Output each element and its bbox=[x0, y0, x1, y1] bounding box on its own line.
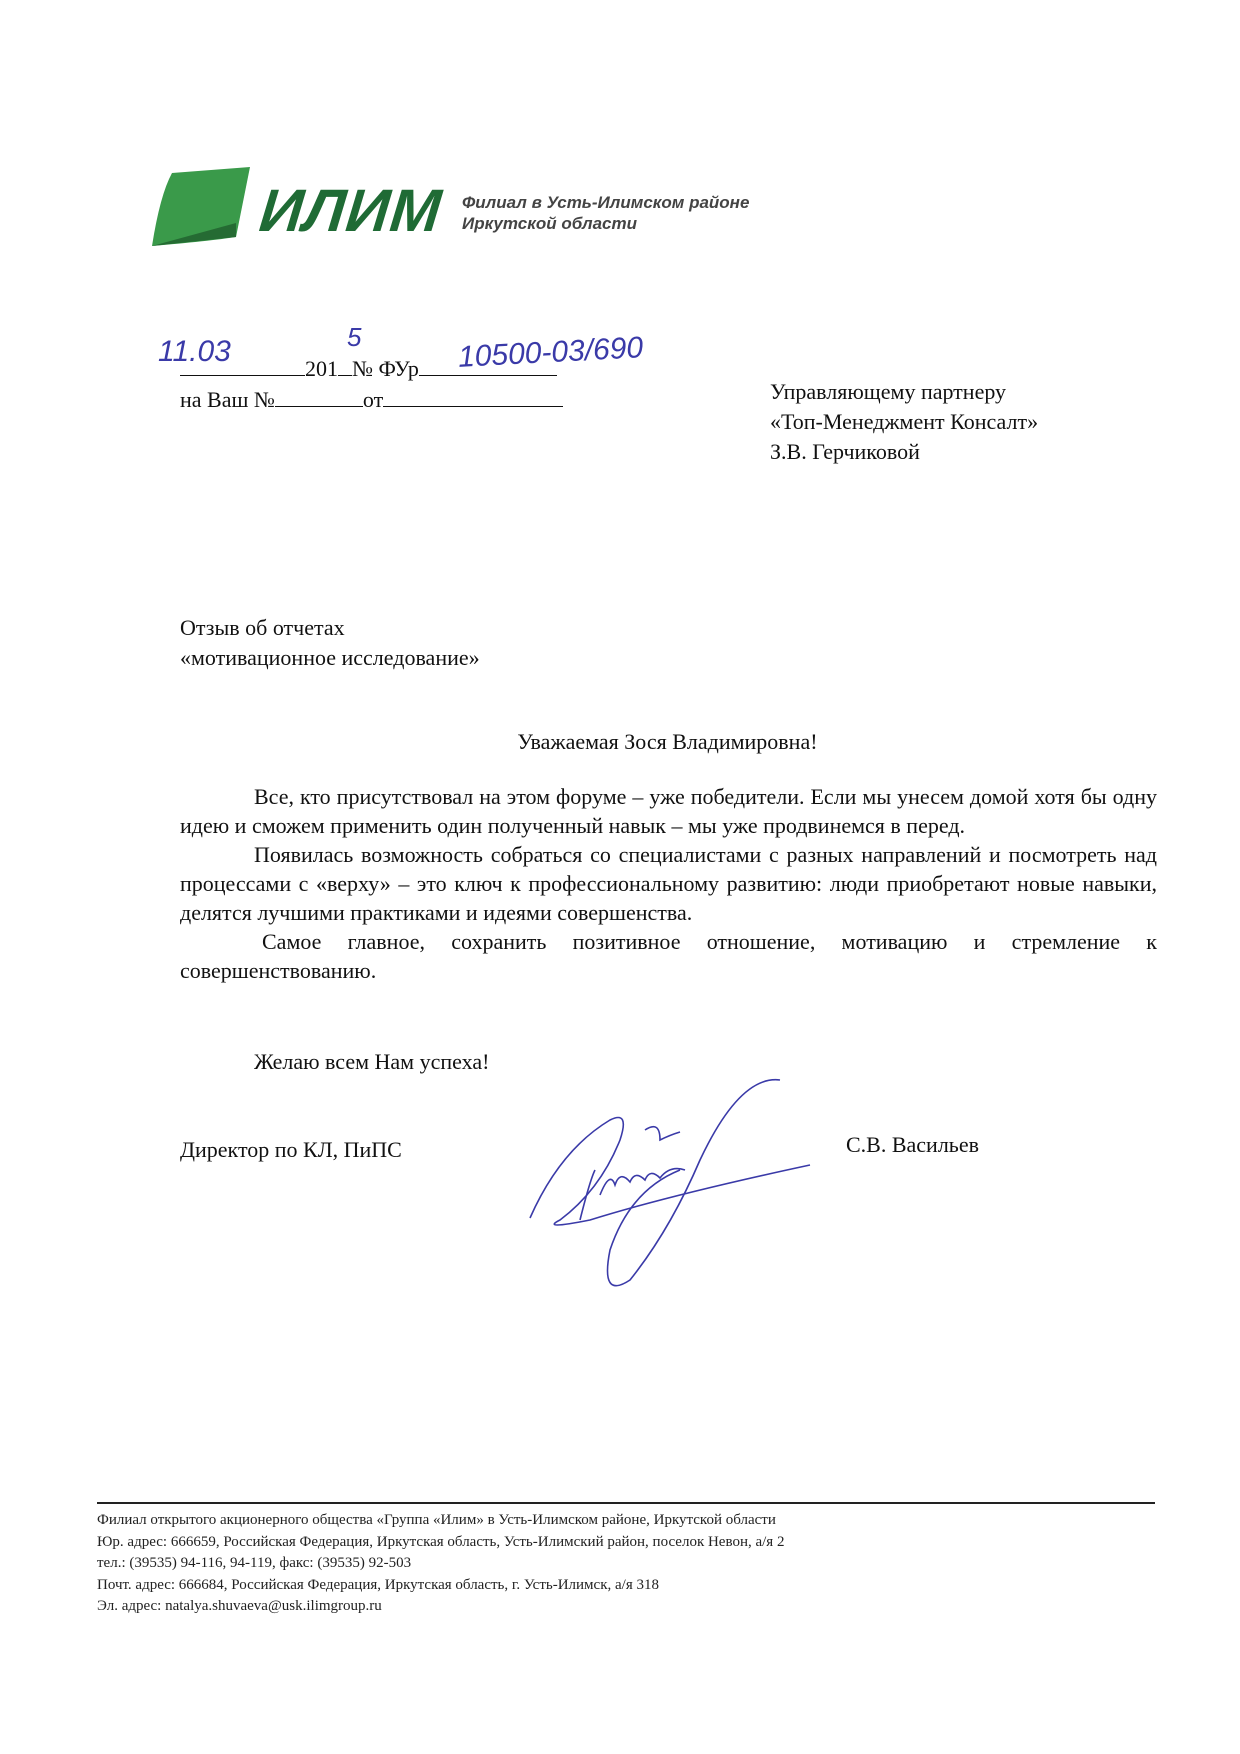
paragraph-1: Все, кто присутствовал на этом форуме – уже победители. Если мы унесем домой хотя бы одну идею и сможем применить один полученный навык – мы уже продвинемся в перед. bbox=[180, 784, 1157, 838]
footer-line3: тел.: (39535) 94-116, 94-119, факс: (39535) 92-503 bbox=[97, 1555, 412, 1571]
leaf-logo-icon bbox=[150, 165, 255, 247]
number-label: № ФУр bbox=[352, 356, 419, 381]
subject bbox=[180, 613, 480, 673]
date-underline bbox=[180, 353, 305, 376]
footer-line1: Филиал открытого акционерного общества «Группа «Илим» в Усть-Илимском районе, Иркутской области bbox=[97, 1512, 776, 1528]
addressee-line3: З.В. Герчиковой bbox=[770, 439, 920, 464]
from-underline bbox=[383, 384, 563, 407]
handwritten-number: 10500-03/690 bbox=[457, 331, 644, 374]
closing: Желаю всем Нам успеха! bbox=[254, 1049, 490, 1074]
subject-line1: Отзыв об отчетах bbox=[180, 615, 345, 640]
addressee bbox=[770, 377, 1038, 467]
brand-logo-text: ИЛИМ bbox=[256, 177, 446, 244]
footer-divider bbox=[97, 1502, 1155, 1504]
footer-email: Эл. адрес: natalya.shuvaeva@usk.ilimgroup.ru bbox=[97, 1598, 382, 1614]
paragraph-2: Появилась возможность собраться со специалистами с разных направлений и посмотреть над процессами с «верху» – это ключ к профессиональному развитию: люди приобретают новые навыки, делятся лучшими практиками и идеями совершенства. bbox=[180, 842, 1157, 925]
handwritten-year-digit: 5 bbox=[347, 322, 362, 352]
footer bbox=[97, 1510, 784, 1618]
tagline-line2: Иркутской области bbox=[462, 214, 638, 233]
footer-line4: Почт. адрес: 666684, Российская Федерация, Иркутская область, г. Усть-Илимск, а/я 318 bbox=[97, 1576, 659, 1593]
your-number-line bbox=[180, 384, 563, 415]
greeting: Уважаемая Зося Владимировна! bbox=[517, 729, 818, 754]
addressee-line1: Управляющему партнеру bbox=[770, 379, 1007, 404]
handwritten-signature bbox=[520, 1070, 830, 1290]
your-number-underline bbox=[275, 384, 363, 407]
footer-line2: Юр. адрес: 666659, Российская Федерация, Иркутская область, Усть-Илимский район, поселок Невон, а/я 2 bbox=[97, 1533, 785, 1550]
handwritten-date: 11.03 bbox=[158, 335, 231, 368]
tagline-line1: Филиал в Усть-Илимском районе bbox=[462, 193, 750, 212]
letter-body bbox=[180, 782, 1157, 985]
subject-line2: «мотивационное исследование» bbox=[180, 645, 480, 670]
signer-position: Директор по КЛ, ПиПС bbox=[180, 1137, 402, 1162]
your-number-label: на Ваш № bbox=[180, 387, 275, 412]
from-label: от bbox=[362, 387, 384, 412]
signer-name: С.В. Васильев bbox=[846, 1132, 979, 1157]
addressee-line2: «Топ-Менеджмент Консалт» bbox=[770, 409, 1039, 434]
year-prefix: 201 bbox=[305, 356, 338, 381]
year-underline bbox=[338, 353, 352, 376]
paragraph-3: Самое главное, сохранить позитивное отношение, мотивацию и стремление к совершенствованию. bbox=[180, 929, 1157, 983]
